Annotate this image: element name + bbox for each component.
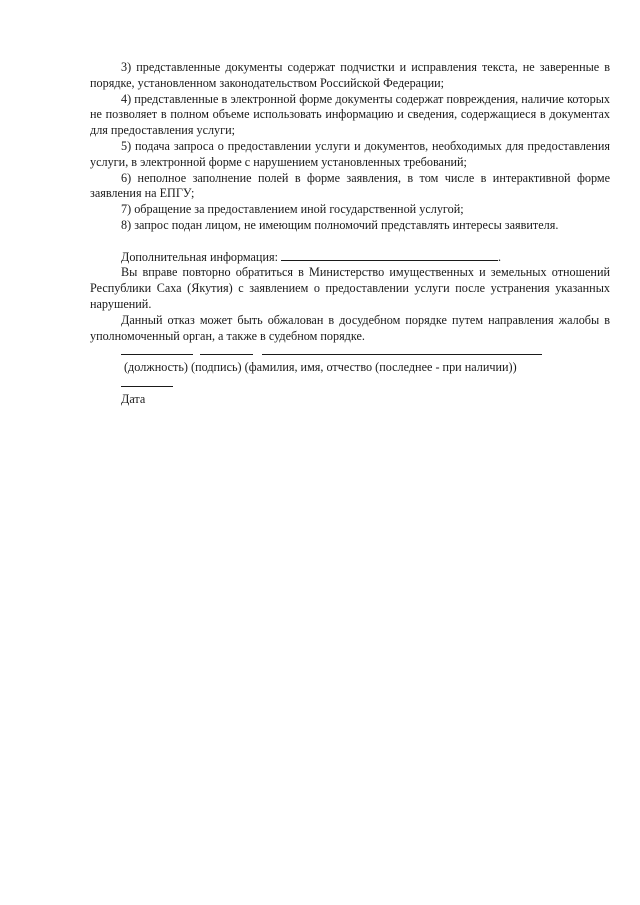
additional-info xyxy=(90,250,610,266)
full-name-line xyxy=(262,354,542,355)
refusal-text xyxy=(90,60,610,408)
additional-info-end: . xyxy=(498,249,502,264)
reason-6: 6) неполное заполнение полей в форме заявления, в том числе в интерактивной форме заявления на ЕПГУ; xyxy=(90,170,610,201)
reason-4: 4) представленные в электронной форме документы содержат повреждения, наличие которых не позволяет в полном объеме использовать информацию и сведения, содержащиеся в документах для предоставления услуги; xyxy=(90,91,610,138)
appeal-paragraph: Данный отказ может быть обжалован в досудебном порядке путем направления жалобы в уполномоченный орган, а также в судебном порядке. xyxy=(90,312,610,343)
date-blank xyxy=(121,386,173,387)
signature-line xyxy=(200,354,253,355)
reason-5: 5) подача запроса о предоставлении услуги и документов, необходимых для предоставления услуги, в электронной форме с нарушением установленных требований; xyxy=(90,138,610,169)
reason-8: 8) запрос подан лицом, не имеющим полномочий представлять интересы заявителя. xyxy=(121,217,559,232)
additional-info-blank-2 xyxy=(358,250,498,261)
spacer xyxy=(90,234,610,250)
signature-caption: (должность) (подпись) (фамилия, имя, отчество (последнее - при наличии)) xyxy=(124,360,517,375)
reason-3: 3) представленные документы содержат подчистки и исправления текста, не заверенные в порядке, установленном законодательством Российской Федерации; xyxy=(90,60,610,90)
position-line xyxy=(121,354,193,355)
additional-info-label: Дополнительная информация: xyxy=(121,249,278,264)
reapply-paragraph: Вы вправе повторно обратиться в Министерство имущественных и земельных отношений Республики Саха (Якутия) с заявлением о предоставлении услуги после устранения указанных нарушений. xyxy=(90,265,610,311)
date-label: Дата xyxy=(121,391,146,406)
reason-7: 7) обращение за предоставлением иной государственной услугой; xyxy=(121,202,464,217)
additional-info-blank-1 xyxy=(281,250,358,261)
date-line xyxy=(90,376,610,392)
signature-lines xyxy=(90,344,610,360)
